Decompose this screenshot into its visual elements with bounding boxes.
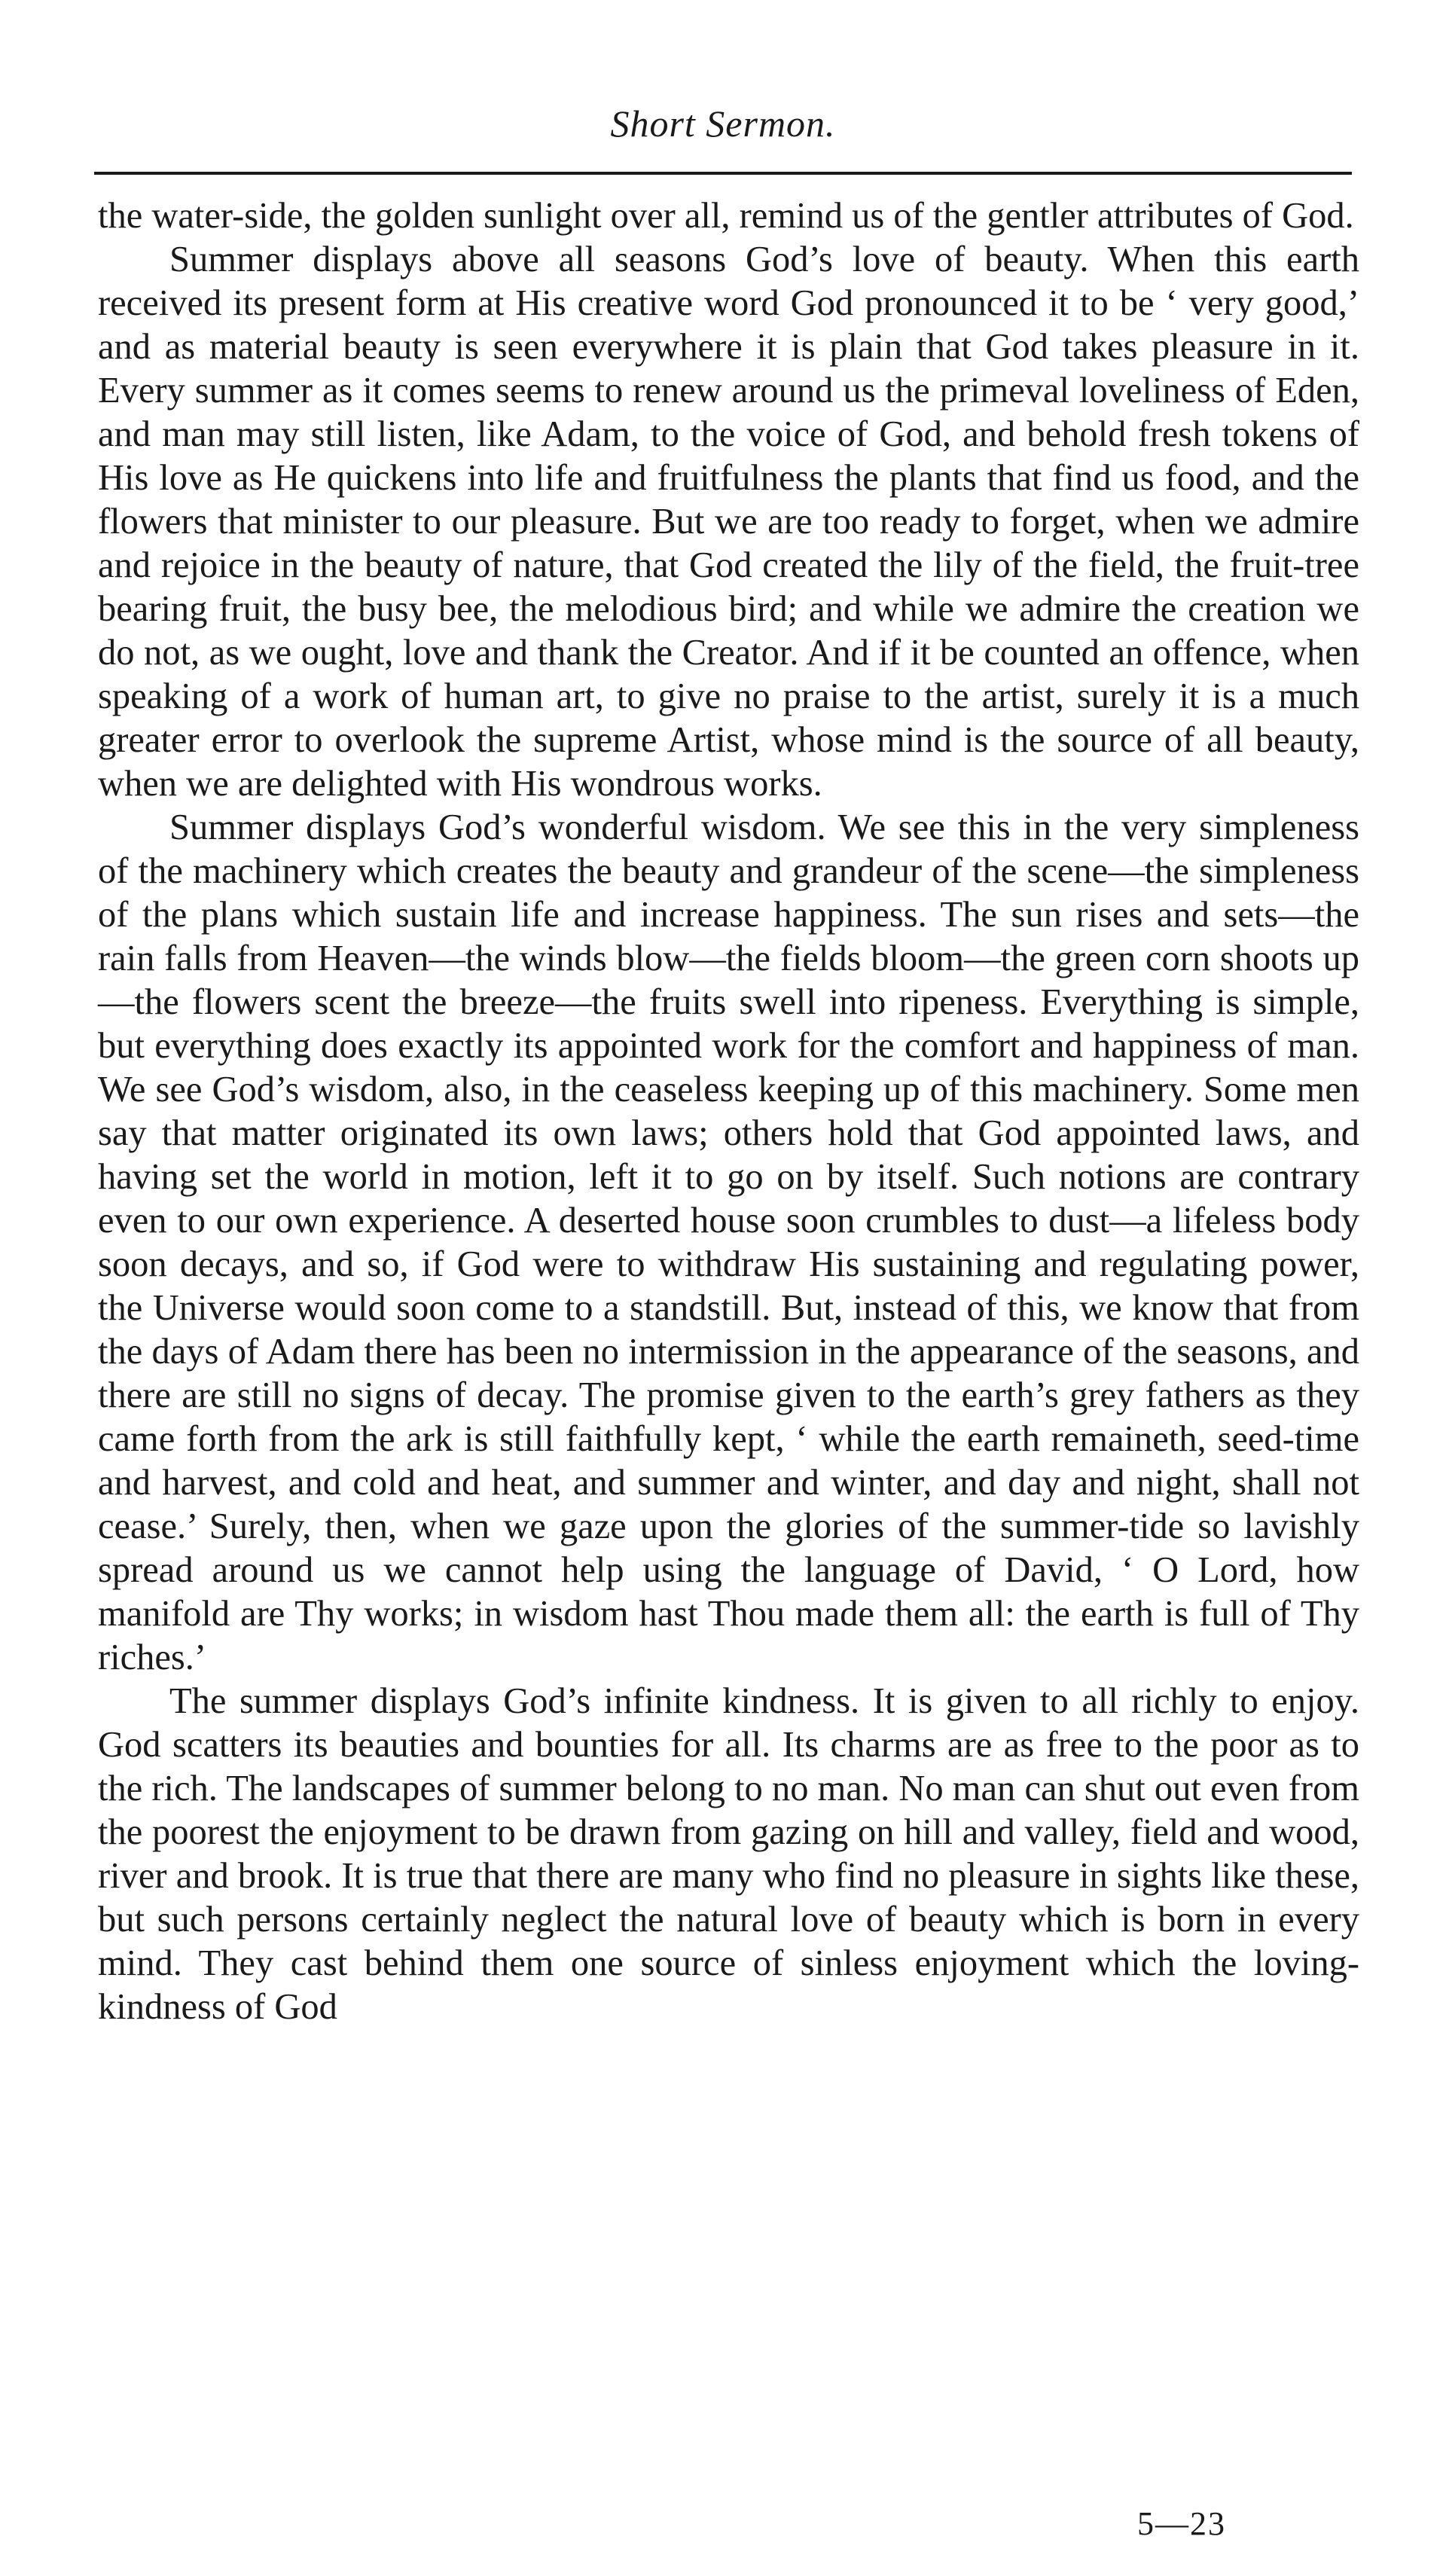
paragraph-wisdom: Summer displays God’s wonderful wisdom. We see this in the very simpleness of the machinery which creates the beauty and grandeur of the scene—the simpleness of the plans which sustain life and increase happiness. The sun rises and sets—the rain falls from Heaven—the winds blow—the fields bloom—the green corn shoots up—the flowers scent the breeze—the fruits swell into ripeness. Everything is simple, but everything does exactly its appointed work for the comfort and happiness of man. We see God’s wisdom, also, in the ceaseless keeping up of this machinery. Some men say that matter originated its own laws; others hold that God appointed laws, and having set the world in motion, left it to go on by itself. Such notions are contrary even to our own experience. A deserted house soon crumbles to dust—a lifeless body soon decays, and so, if God were to withdraw His sustaining and regulating power, the Universe would soon come to a standstill. But, instead of this, we know that from the days of Adam there has been no intermission in the appearance of the seasons, and there are still no signs of decay. The promise given to the earth’s grey fathers as they came forth from the ark is still faithfully kept, ‘ while the earth remaineth, seed-time and harvest, and cold and heat, and summer and winter, and day and night, shall not cease.’ Surely, then, when we gaze upon the glories of the summer-tide so lavishly spread around us we cannot help using the language of David, ‘ O Lord, how manifold are Thy works; in wisdom hast Thou made them all: the earth is full of Thy riches.’ <box>98 807 1359 1677</box>
header-rule <box>94 172 1352 175</box>
sermon-text <box>98 194 1359 2029</box>
signature-mark: 5—23 <box>1137 2505 1226 2542</box>
paragraph-beauty: Summer displays above all seasons God’s love of beauty. When this earth received its present form at His creative word God pronounced it to be ‘ very good,’ and as material beauty is seen everywhere it is plain that God takes pleasure in it. Every summer as it comes seems to renew around us the primeval loveliness of Eden, and man may still listen, like Adam, to the voice of God, and behold fresh tokens of His love as He quickens into life and fruitfulness the plants that find us food, and the flowers that minister to our pleasure. But we are too ready to forget, when we admire and rejoice in the beauty of nature, that God created the lily of the field, the fruit-tree bearing fruit, the busy bee, the melodious bird; and while we admire the creation we do not, as we ought, love and thank the Creator. And if it be counted an offence, when speaking of a work of human art, to give no praise to the artist, surely it is a much greater error to overlook the supreme Artist, whose mind is the source of all beauty, when we are delighted with His wondrous works. <box>98 240 1359 804</box>
running-title: Short Sermon. <box>610 102 836 145</box>
paragraph-continued: the water-side, the golden sunlight over all, remind us of the gentler attributes of God. <box>98 196 1354 236</box>
paragraph-kindness: The summer displays God’s infinite kindness. It is given to all richly to enjoy. God scatters its beauties and bounties for all. Its charms are as free to the poor as to the rich. The landscapes of summer belong to no man. No man can shut out even from the poorest the enjoyment to be drawn from gazing on hill and valley, field and wood, river and brook. It is true that there are many who find no pleasure in sights like these, but such persons certainly neglect the natural love of beauty which is born in every mind. They cast behind them one source of sinless enjoyment which the loving-kindness of God <box>98 1681 1359 2027</box>
